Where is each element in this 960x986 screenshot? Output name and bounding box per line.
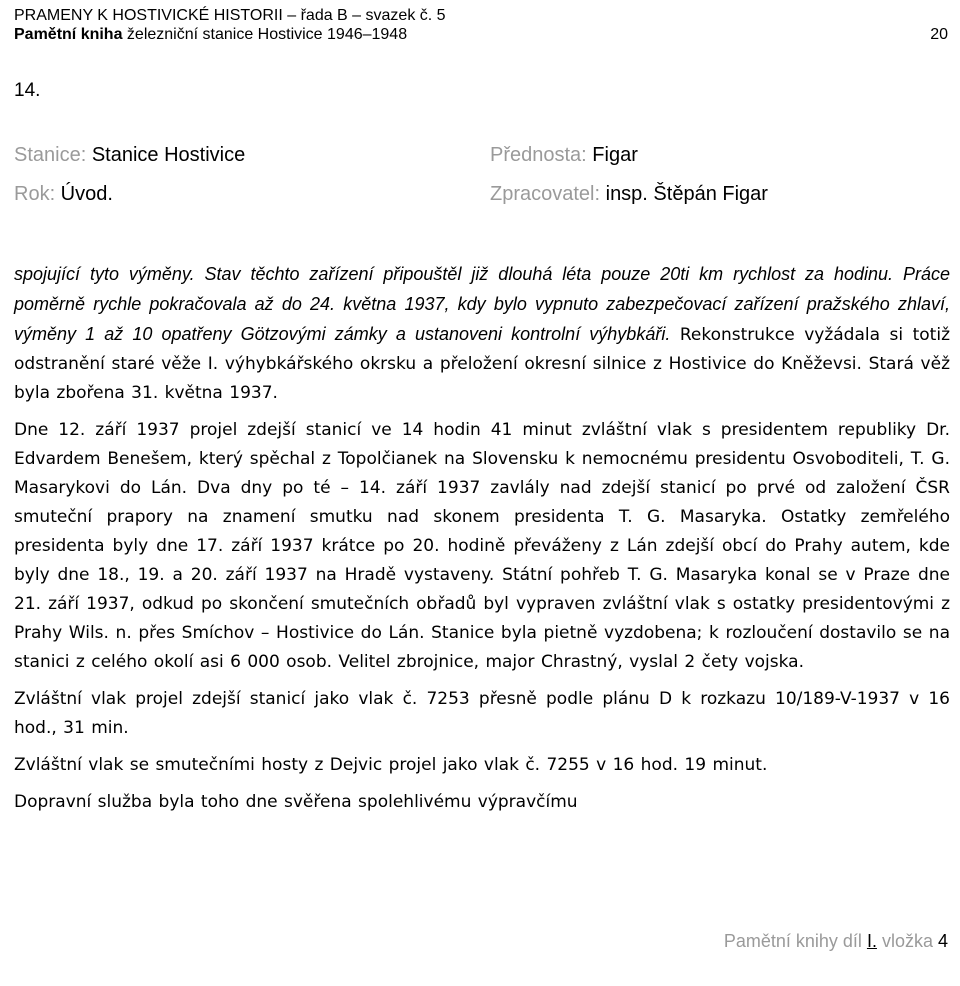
paragraph-4: Zvláštní vlak se smutečními hosty z Dejvic projel jako vlak č. 7255 v 16 hod. 19 minut. (14, 755, 768, 775)
paragraph-2: Dne 12. září 1937 projel zdejší stanicí ve 14 hodin 41 minut zvláštní vlak s presidentem republiky Dr. Edvardem Benešem, který spěchal z Topolčianek na Slovensku k nemocnému presidentu Osvoboditeli, T. G. Masarykovi do Lán. Dva dny po té – 14. září 1937 zavlály nad zdejší stanicí po prvé od založení ČSR smuteční prapory na znamení smutku nad skonem presidenta T. G. Masaryka. Ostatky zemřelého presidenta byly dne 17. září 1937 krátce po 20. hodině převáženy z Lán zdejší obcí do Prahy autem, kde byly dne 18., 19. a 20. září 1937 na Hradě vystaveny. Státní pohřeb T. G. Masaryka konal se v Praze dne 21. září 1937, odkud po skončení smutečních obřadů byl vypraven zvláštní vlak s ostatky presidentovými z Prahy Wils. n. přes Smíchov – Hostivice do Lán. Stanice byla pietně vyzdobena; k rozloučení dostavilo se na stanici z celého okolí asi 6 000 osob. Velitel zbrojnice, major Chrastný, vyslal 2 čety vojska. (14, 420, 950, 672)
processor-value: insp. Štěpán Figar (600, 183, 768, 205)
footer-label: Pamětní knihy díl (723, 931, 867, 951)
station-label: Stanice: (14, 144, 87, 166)
paragraph-3: Zvláštní vlak projel zdejší stanicí jako vlak č. 7253 přesně podle plánu D k rozkazu 10/189-V-1937 v 16 hod., 31 min. (14, 689, 950, 738)
station-value: Stanice Hostivice (86, 144, 246, 166)
year-field (14, 182, 113, 206)
paragraph-1 (14, 260, 950, 408)
paragraph-1-normal: Rekonstrukce vyžádala si totiž odstranění staré věže I. výhybkářského okrsku a přeložení okresní silnice z Hostivice do Kněževsi. Stará věž byla zbořena 31. května 1937. (14, 325, 950, 403)
processor-field (490, 182, 768, 206)
entry-number: 14. (14, 80, 41, 101)
chief-value: Figar (586, 144, 638, 166)
header-series-line: PRAMENY K HOSTIVICKÉ HISTORII – řada B – svazek č. 5 (14, 7, 446, 24)
chief-field (490, 143, 638, 167)
year-label: Rok: (14, 183, 56, 205)
header-title-bold: Pamětní kniha (14, 26, 123, 43)
footer-insert-label: vložka (876, 931, 938, 951)
footer (724, 930, 948, 952)
header-title-rest: železniční stanice Hostivice 1946–1948 (122, 26, 408, 43)
page-number: 20 (930, 26, 948, 43)
footer-insert-number: 4 (937, 931, 948, 951)
station-field (14, 143, 245, 167)
paragraph-1-italic: spojující tyto výměny. Stav těchto zařízení připouštěl již dlouhá léta pouze 20ti km rychlost za hodinu. Práce poměrně rychle pokračovala až do 24. května 1937, kdy bylo vypnuto zabezpečovací zařízení pražského zhlaví, výměny 1 až 10 opatřeny Götzovými zámky a ustanoveni kontrolní výhybkáři. (14, 264, 950, 344)
header-title-line (14, 25, 407, 44)
year-value: Úvod. (55, 183, 113, 205)
body-text (14, 260, 950, 825)
processor-label: Zpracovatel: (490, 183, 601, 205)
paragraph-5: Dopravní služba byla toho dne svěřena spolehlivému výpravčímu (14, 792, 578, 812)
chief-label: Přednosta: (490, 144, 587, 166)
footer-part: I. (866, 931, 877, 951)
